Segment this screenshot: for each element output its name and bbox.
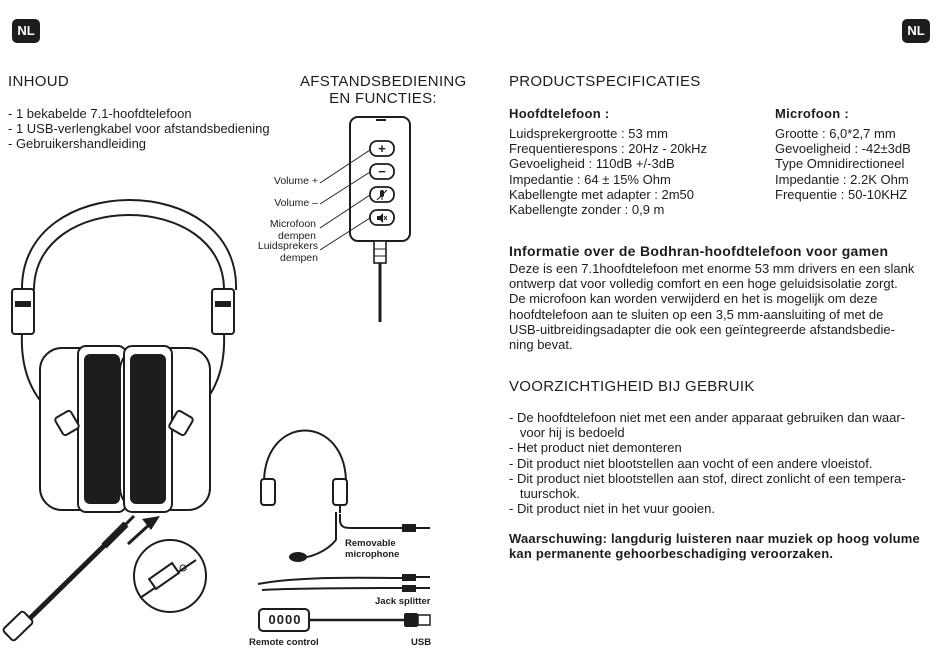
spec-item: Gevoeligheid : 110dB +/-3dB	[509, 156, 675, 172]
headphone-spec-list	[509, 126, 707, 217]
list-item: tuurschok.	[509, 486, 580, 502]
jack-splitter-label: Jack splitter	[375, 596, 431, 607]
list-item: - Het product niet demonteren	[509, 440, 682, 456]
language-badge-right: NL	[902, 19, 930, 43]
caution-list	[509, 410, 906, 516]
language-badge-left: NL	[12, 19, 40, 43]
info-heading: Informatie over de Bodhran-hoofdtelefoon voor gamen	[509, 243, 889, 259]
list-item: - 1 bekabelde 7.1-hoofdtelefoon	[8, 106, 192, 121]
spec-item: Impedantie : 64 ± 15% Ohm	[509, 171, 671, 187]
spec-item: Gevoeligheid : -42±3dB	[775, 141, 911, 157]
list-item: voor hij is bedoeld	[509, 425, 625, 441]
info-paragraph: Deze is een 7.1hoofdtelefoon met enorme 53 mm drivers en een slank ontwerp dat voor volledig comfort en een hoge geluidsisolatie zorgt. De microfoon kan worden verwijderd en het is mogelijk om deze hoofdtelefoon aan te sluiten op een 3,5 mm-aansluiting of met de USB-uitbreidingsadapter die ook een geïntegreerde afstandsbedie- ning bevat.	[509, 261, 915, 353]
caution-heading: VOORZICHTIGHEID BIJ GEBRUIK	[509, 378, 755, 395]
remote-display: 0000	[268, 612, 302, 627]
removable-mic-label: Removable microphone	[345, 538, 400, 560]
warning-text: Waarschuwing: langdurig luisteren naar muziek op hoog volume kan permanente gehoorbeschadiging veroorzaken.	[509, 531, 920, 562]
spec-item: Kabellengte met adapter : 2m50	[509, 186, 695, 202]
remote-label-mic-mute: Microfoon dempen	[269, 218, 316, 242]
list-item: - De hoofdtelefoon niet met een ander apparaat gebruiken dan waar-	[509, 410, 906, 425]
list-item: - Dit product niet blootstellen aan vocht of een andere vloeistof.	[509, 455, 873, 471]
mic-spec-list	[775, 126, 911, 202]
remote-label-volume-down: Volume –	[274, 197, 318, 209]
spec-item: Type Omnidirectioneel	[775, 156, 905, 172]
list-item: - Gebruikershandleiding	[8, 136, 147, 152]
spec-item: Kabellengte zonder : 0,9 m	[509, 202, 665, 218]
remote-label-volume-up: Volume +	[273, 175, 318, 187]
list-item: - Dit product niet blootstellen aan stof, direct zonlicht of een tempera-	[509, 470, 906, 486]
spec-item: Frequentierespons : 20Hz - 20kHz	[509, 141, 707, 157]
volume-up-button: +	[378, 141, 386, 156]
mic-spec-title: Microfoon :	[775, 106, 850, 121]
remote-heading: AFSTANDSBEDIENING EN FUNCTIES:	[300, 73, 467, 107]
remote-control-label: Remote control	[249, 637, 319, 648]
spec-item: Grootte : 6,0*2,7 mm	[775, 126, 896, 141]
list-item: - Dit product niet in het vuur gooien.	[509, 501, 715, 517]
contents-heading: INHOUD	[8, 73, 69, 90]
list-item: - 1 USB-verlengkabel voor afstandsbediening	[8, 121, 270, 137]
specs-heading: PRODUCTSPECIFICATIES	[509, 73, 701, 90]
volume-down-button: −	[378, 164, 386, 179]
spec-item: Frequentie : 50-10KHZ	[775, 186, 908, 202]
spec-item: Luidsprekergrootte : 53 mm	[509, 126, 668, 141]
headphone-spec-title: Hoofdtelefoon :	[509, 106, 610, 121]
remote-label-speaker-mute: Luidsprekers dempen	[257, 240, 318, 264]
usb-label: USB	[411, 637, 432, 648]
spec-item: Impedantie : 2.2K Ohm	[775, 171, 909, 187]
